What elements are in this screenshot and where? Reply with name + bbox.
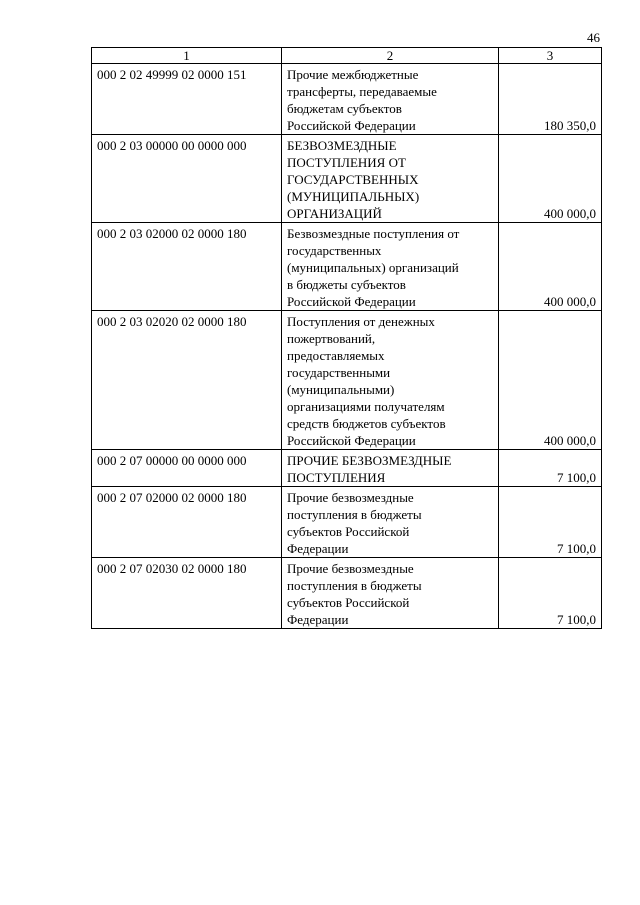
revenue-name-line: трансферты, передаваемые [287, 84, 437, 99]
revenue-name-line: Российской Федерации [287, 294, 416, 309]
budget-code-cell: 000 2 03 02020 02 0000 180 [92, 311, 282, 450]
column-header-code: 1 [92, 48, 282, 64]
revenue-name-line: бюджетам субъектов [287, 101, 402, 116]
revenue-name-line: (МУНИЦИПАЛЬНЫХ) [287, 189, 420, 204]
table-header-row [92, 48, 602, 64]
revenue-name-line: Безвозмездные поступления от [287, 226, 460, 241]
revenue-name-line: ОРГАНИЗАЦИЙ [287, 206, 382, 221]
revenue-name-line: Прочие безвозмездные [287, 490, 414, 505]
revenue-name-line: субъектов Российской [287, 595, 410, 610]
column-header-name: 2 [282, 48, 499, 64]
amount-cell: 400 000,0 [499, 311, 602, 450]
revenue-name-cell [282, 487, 499, 558]
amount-cell: 180 350,0 [499, 64, 602, 135]
revenue-name-line: Прочие межбюджетные [287, 67, 419, 82]
revenue-name-cell [282, 135, 499, 223]
budget-code-cell: 000 2 03 00000 00 0000 000 [92, 135, 282, 223]
revenue-name-line: государственными [287, 365, 391, 380]
budget-code-cell: 000 2 03 02000 02 0000 180 [92, 223, 282, 311]
revenue-name-cell [282, 223, 499, 311]
table-row [92, 450, 602, 487]
revenue-name-line: Прочие безвозмездные [287, 561, 414, 576]
amount-cell: 7 100,0 [499, 450, 602, 487]
page-number: 46 [587, 30, 600, 45]
revenue-name-line: ПОСТУПЛЕНИЯ ОТ [287, 155, 406, 170]
table-body [92, 64, 602, 629]
revenue-name-line: ПОСТУПЛЕНИЯ [287, 470, 386, 485]
revenue-name-cell [282, 64, 499, 135]
table-row [92, 558, 602, 629]
revenue-name-line: Поступления от денежных [287, 314, 435, 329]
revenue-name-cell [282, 311, 499, 450]
budget-code-cell: 000 2 02 49999 02 0000 151 [92, 64, 282, 135]
amount-cell: 400 000,0 [499, 223, 602, 311]
revenue-name-line: ГОСУДАРСТВЕННЫХ [287, 172, 419, 187]
revenue-name-line: государственных [287, 243, 382, 258]
revenue-name-line: поступления в бюджеты [287, 578, 422, 593]
amount-cell: 7 100,0 [499, 558, 602, 629]
budget-code-cell: 000 2 07 02000 02 0000 180 [92, 487, 282, 558]
revenue-name-line: Федерации [287, 541, 349, 556]
table-row [92, 311, 602, 450]
revenue-name-line: средств бюджетов субъектов [287, 416, 446, 431]
revenue-name-cell [282, 558, 499, 629]
revenue-name-line: в бюджеты субъектов [287, 277, 406, 292]
revenue-name-line: БЕЗВОЗМЕЗДНЫЕ [287, 138, 397, 153]
revenue-name-cell [282, 450, 499, 487]
budget-code-cell: 000 2 07 02030 02 0000 180 [92, 558, 282, 629]
table-row [92, 223, 602, 311]
revenue-name-line: пожертвований, [287, 331, 376, 346]
revenue-name-line: ПРОЧИЕ БЕЗВОЗМЕЗДНЫЕ [287, 453, 452, 468]
budget-code-cell: 000 2 07 00000 00 0000 000 [92, 450, 282, 487]
budget-revenue-table [91, 47, 602, 629]
revenue-name-line: (муниципальных) организаций [287, 260, 459, 275]
revenue-name-line: поступления в бюджеты [287, 507, 422, 522]
table-row [92, 135, 602, 223]
amount-cell: 7 100,0 [499, 487, 602, 558]
amount-cell: 400 000,0 [499, 135, 602, 223]
revenue-name-line: Российской Федерации [287, 433, 416, 448]
revenue-name-line: организациями получателям [287, 399, 445, 414]
column-header-amount: 3 [499, 48, 602, 64]
table-row [92, 487, 602, 558]
revenue-name-line: (муниципальными) [287, 382, 395, 397]
revenue-name-line: Российской Федерации [287, 118, 416, 133]
revenue-name-line: Федерации [287, 612, 349, 627]
table-row [92, 64, 602, 135]
revenue-name-line: субъектов Российской [287, 524, 410, 539]
revenue-name-line: предоставляемых [287, 348, 385, 363]
